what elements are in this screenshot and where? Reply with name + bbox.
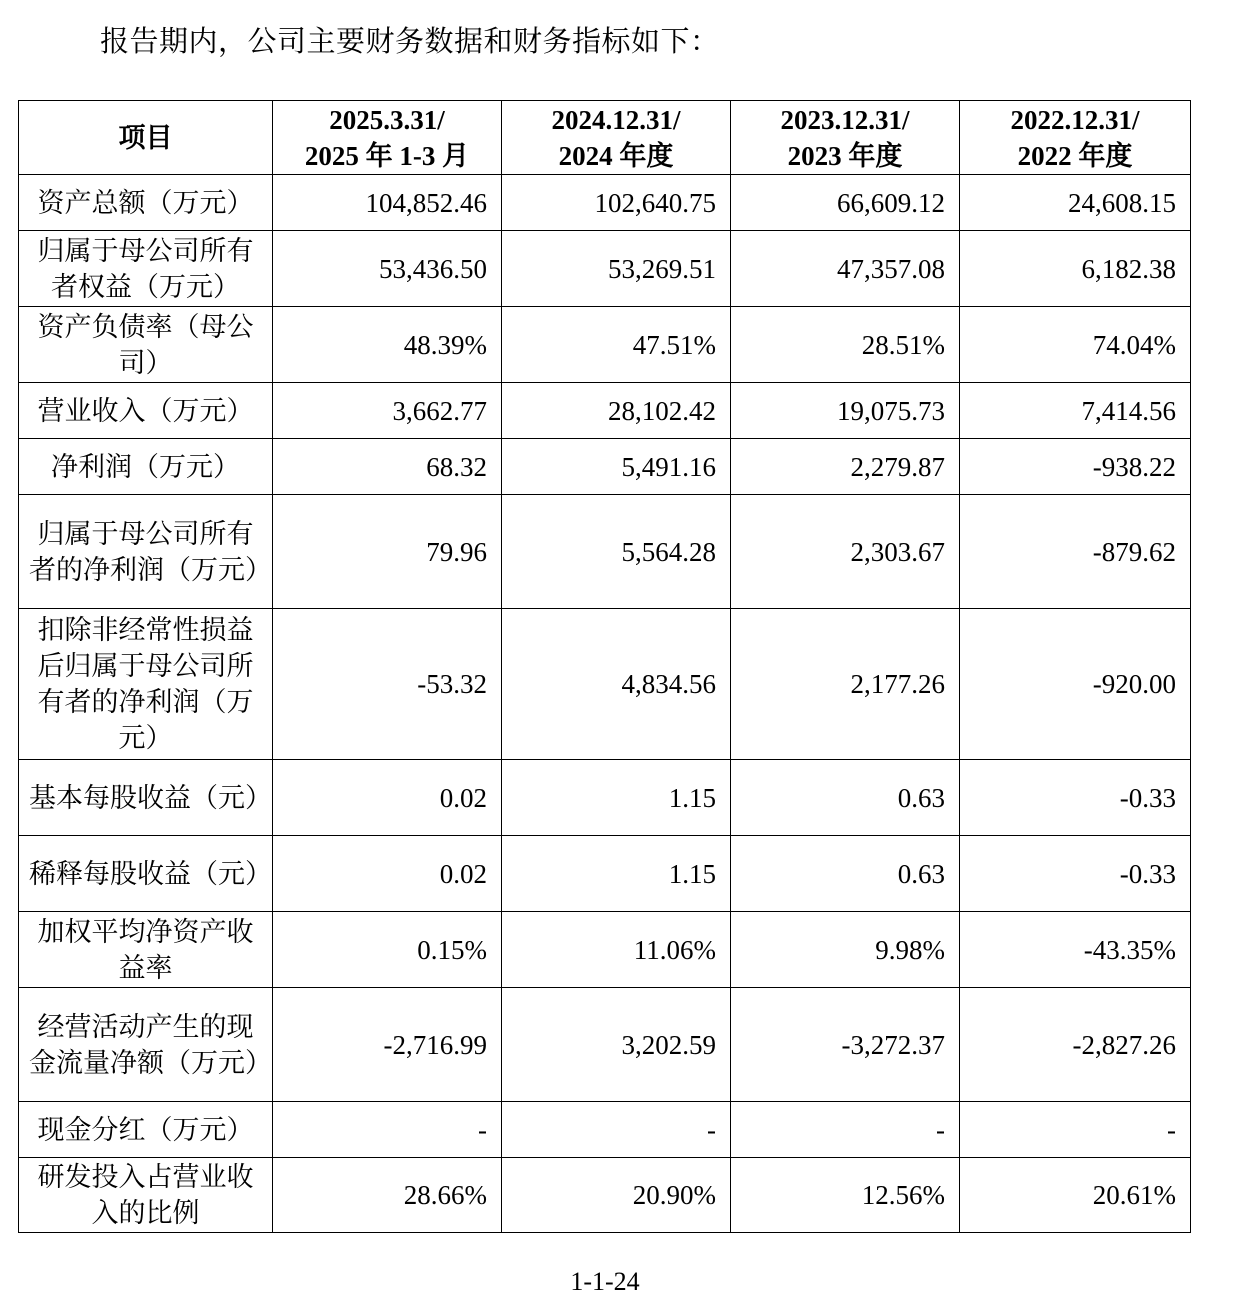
cell-value: 20.61%: [960, 1158, 1191, 1233]
cell-value: 53,269.51: [502, 231, 731, 307]
table-row: [19, 912, 1191, 988]
cell-value: 48.39%: [273, 307, 502, 383]
cell-value: 0.15%: [273, 912, 502, 988]
cell-value: -938.22: [960, 439, 1191, 495]
cell-value: -2,827.26: [960, 988, 1191, 1102]
cell-value: 102,640.75: [502, 175, 731, 231]
header-2025q1: 2025.3.31/ 2025 年 1-3 月: [273, 101, 502, 175]
cell-value: 68.32: [273, 439, 502, 495]
cell-value: 24,608.15: [960, 175, 1191, 231]
row-label: 归属于母公司所有者的净利润（万元）: [19, 495, 273, 609]
table-row: [19, 439, 1191, 495]
cell-value: 20.90%: [502, 1158, 731, 1233]
row-label: 净利润（万元）: [19, 439, 273, 495]
cell-value: 66,609.12: [731, 175, 960, 231]
intro-paragraph: 报告期内，公司主要财务数据和财务指标如下：: [100, 26, 720, 58]
cell-value: -0.33: [960, 760, 1191, 836]
financial-data-table: [18, 100, 1191, 1233]
cell-value: -920.00: [960, 609, 1191, 760]
cell-value: 2,279.87: [731, 439, 960, 495]
table-row: [19, 836, 1191, 912]
cell-value: -: [731, 1102, 960, 1158]
table-row: [19, 175, 1191, 231]
cell-value: -: [273, 1102, 502, 1158]
cell-value: 5,564.28: [502, 495, 731, 609]
cell-value: 28.66%: [273, 1158, 502, 1233]
header-2022: 2022.12.31/ 2022 年度: [960, 101, 1191, 175]
cell-value: 0.63: [731, 836, 960, 912]
row-label: 归属于母公司所有者权益（万元）: [19, 231, 273, 307]
row-label: 加权平均净资产收益率: [19, 912, 273, 988]
cell-value: 47,357.08: [731, 231, 960, 307]
cell-value: 79.96: [273, 495, 502, 609]
table-row: [19, 1158, 1191, 1233]
cell-value: -2,716.99: [273, 988, 502, 1102]
cell-value: 19,075.73: [731, 383, 960, 439]
cell-value: 53,436.50: [273, 231, 502, 307]
cell-value: 0.02: [273, 760, 502, 836]
row-label: 扣除非经常性损益后归属于母公司所有者的净利润（万元）: [19, 609, 273, 760]
cell-value: 28.51%: [731, 307, 960, 383]
row-label: 资产总额（万元）: [19, 175, 273, 231]
cell-value: -879.62: [960, 495, 1191, 609]
row-label: 现金分红（万元）: [19, 1102, 273, 1158]
header-2024: 2024.12.31/ 2024 年度: [502, 101, 731, 175]
cell-value: -53.32: [273, 609, 502, 760]
cell-value: -3,272.37: [731, 988, 960, 1102]
table-row: [19, 988, 1191, 1102]
cell-value: 4,834.56: [502, 609, 731, 760]
row-label: 经营活动产生的现金流量净额（万元）: [19, 988, 273, 1102]
table-row: [19, 760, 1191, 836]
table-row: [19, 1102, 1191, 1158]
table-row: [19, 231, 1191, 307]
cell-value: -: [960, 1102, 1191, 1158]
cell-value: 12.56%: [731, 1158, 960, 1233]
cell-value: 47.51%: [502, 307, 731, 383]
cell-value: 6,182.38: [960, 231, 1191, 307]
cell-value: 2,177.26: [731, 609, 960, 760]
row-label: 稀释每股收益（元）: [19, 836, 273, 912]
cell-value: 5,491.16: [502, 439, 731, 495]
row-label: 营业收入（万元）: [19, 383, 273, 439]
cell-value: 7,414.56: [960, 383, 1191, 439]
cell-value: -0.33: [960, 836, 1191, 912]
table-header-row: [19, 101, 1191, 175]
cell-value: 11.06%: [502, 912, 731, 988]
cell-value: 0.02: [273, 836, 502, 912]
table-row: [19, 495, 1191, 609]
table-row: [19, 609, 1191, 760]
table-row: [19, 307, 1191, 383]
header-2023: 2023.12.31/ 2023 年度: [731, 101, 960, 175]
cell-value: 2,303.67: [731, 495, 960, 609]
row-label: 研发投入占营业收入的比例: [19, 1158, 273, 1233]
header-item: 项目: [19, 101, 273, 175]
cell-value: 0.63: [731, 760, 960, 836]
table-row: [19, 383, 1191, 439]
cell-value: -: [502, 1102, 731, 1158]
cell-value: -43.35%: [960, 912, 1191, 988]
cell-value: 104,852.46: [273, 175, 502, 231]
cell-value: 1.15: [502, 760, 731, 836]
cell-value: 9.98%: [731, 912, 960, 988]
cell-value: 1.15: [502, 836, 731, 912]
cell-value: 3,662.77: [273, 383, 502, 439]
row-label: 资产负债率（母公司）: [19, 307, 273, 383]
row-label: 基本每股收益（元）: [19, 760, 273, 836]
cell-value: 3,202.59: [502, 988, 731, 1102]
cell-value: 28,102.42: [502, 383, 731, 439]
page-number: 1-1-24: [570, 1267, 640, 1296]
cell-value: 74.04%: [960, 307, 1191, 383]
